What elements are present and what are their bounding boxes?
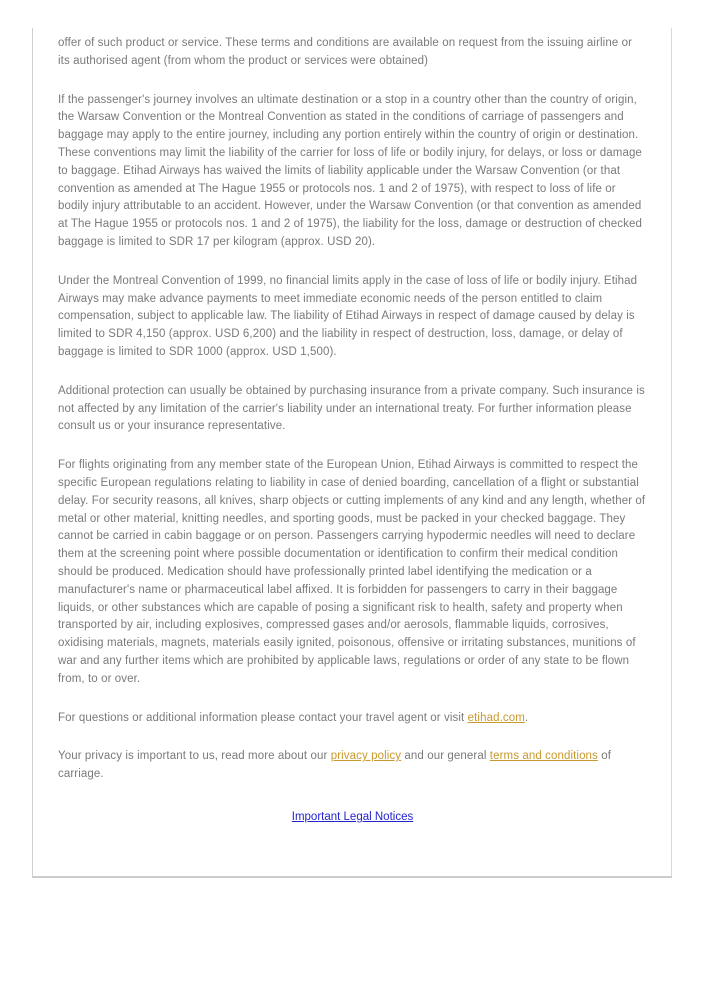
contact-text-before: For questions or additional information please contact your travel agent or visit: [58, 711, 468, 724]
document-page: [32, 28, 672, 878]
paragraph-contact: [58, 710, 647, 728]
paragraph-offer-continuation: offer of such product or service. These terms and conditions are available on request from the issuing airline or its authorised agent (from whom the product or services were obtained): [58, 37, 633, 67]
paragraph-privacy: [58, 748, 647, 784]
paragraph-warsaw-convention: If the passenger's journey involves an ultimate destination or a stop in a country other than the country of origin, the Warsaw Convention or the Montreal Convention as stated in the conditions of carriage of passengers and baggage may apply to the entire journey, including any portion entirely within the country of origin or destination. These conventions may limit the liability of the carrier for loss of life or bodily injury, for delays, or loss or damage to baggage. Etihad Airways has waived the limits of liability applicable under the Warsaw Convention (or that convention as amended at The Hague 1955 or protocols nos. 1 and 2 of 1975), with respect to loss of life or bodily injury attributable to an accident. However, under the Warsaw Convention (or that convention as amended at The Hague 1955 or protocols nos. 1 and 2 of 1975), the liability for the loss, damage or destruction of checked baggage is limited to SDR 17 per kilogram (approx. USD 20).: [58, 93, 642, 248]
footer: [58, 809, 647, 827]
privacy-policy-link[interactable]: privacy policy: [330, 750, 402, 763]
privacy-text-1: Your privacy is important to us, read more about our: [58, 750, 331, 763]
privacy-text-2: and our general: [401, 750, 490, 763]
paragraph-montreal-convention: Under the Montreal Convention of 1999, no financial limits apply in the case of loss of life or bodily injury. Etihad Airways may make advance payments to meet immediate economic needs of the person entitled to claim compensation, subject to applicable law. The liability of Etihad Airways in respect of damage caused by delay is limited to SDR 4,150 (approx. USD 6,200) and the liability in respect of destruction, loss, damage, or delay of baggage is limited to SDR 1000 (approx. USD 1,500).: [58, 274, 638, 358]
document-content: [33, 28, 671, 827]
privacy-text-3: of carriage.: [58, 750, 612, 781]
terms-and-conditions-link[interactable]: terms and conditions: [489, 750, 598, 763]
important-legal-notices-link[interactable]: Important Legal Notices: [291, 810, 414, 823]
etihad-com-link[interactable]: etihad.com: [467, 711, 525, 724]
paragraph-additional-protection: Additional protection can usually be obtained by purchasing insurance from a private company. Such insurance is not affected by any limitation of the carrier's liability under an international treaty. For further information please consult us or your insurance representative.: [58, 384, 645, 433]
contact-text-after: .: [524, 711, 529, 724]
paragraph-eu-regulations: For flights originating from any member state of the European Union, Etihad Airways is committed to respect the specific European regulations relating to liability in case of denied boarding, cancellation of a flight or substantial delay. For security reasons, all knives, sharp objects or cutting implements of any kind and any length, whether of metal or other material, knitting needles, and sporting goods, must be packed in your checked baggage. They cannot be carried in cabin baggage or on person. Passengers carrying hypodermic needles will need to declare them at the screening point where possible documentation or identification to confirm their medical condition should be produced. Medication should have professionally printed label identifying the medication or a manufacturer's name or pharmaceutical label affixed. It is forbidden for passengers to carry in their baggage liquids, or other substances which are capable of posing a significant risk to health, safety and property when transported by air, including explosives, compressed gases and/or aerosols, flammable liquids, corrosives, oxidising materials, magnets, materials easily ignited, poisonous, offensive or irritating substances, munitions of war and any further items which are prohibited by applicable laws, regulations or order of any state to be flown from, to or over.: [58, 459, 646, 685]
